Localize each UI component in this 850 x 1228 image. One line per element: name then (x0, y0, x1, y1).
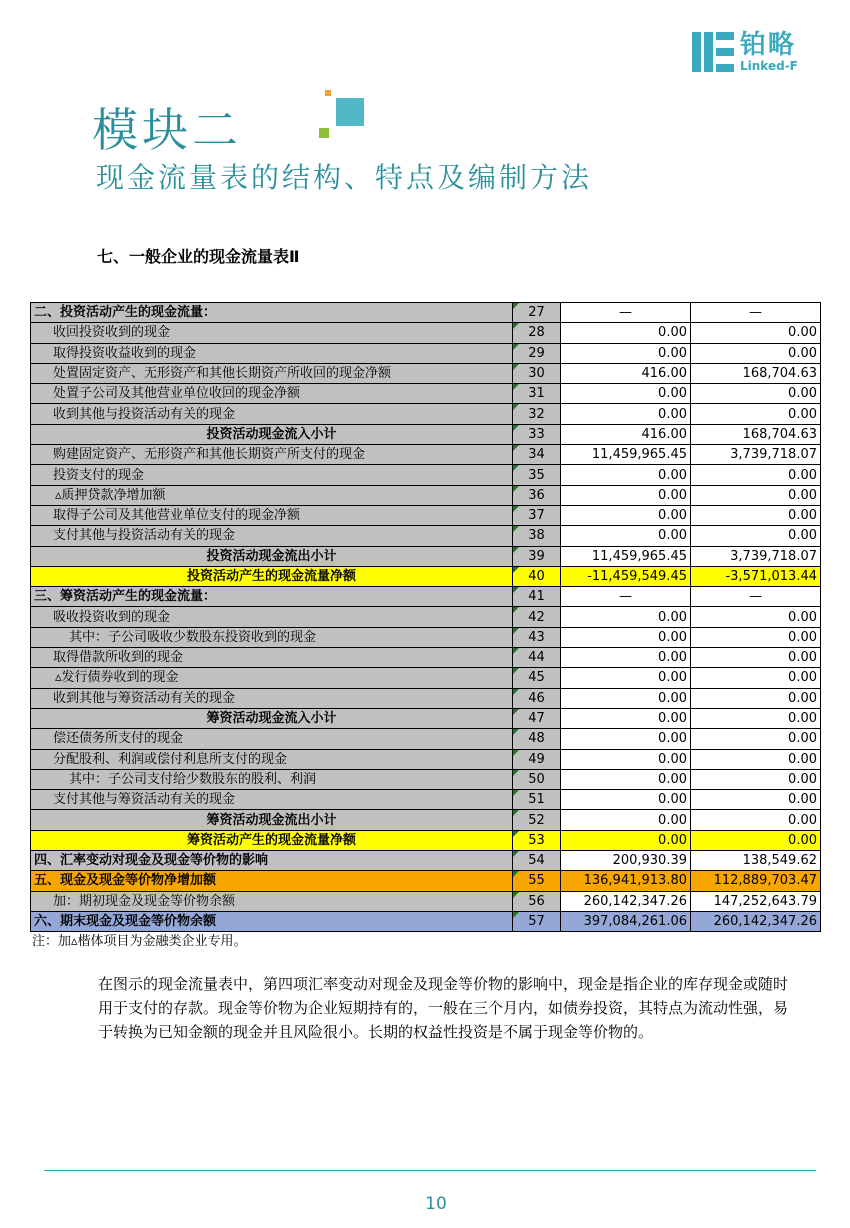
table-row (31, 384, 821, 404)
current-period-value: 0.00 (561, 485, 691, 505)
cash-flow-table (30, 302, 821, 932)
prior-period-value: 3,739,718.07 (691, 445, 821, 465)
row-label: 筹资活动现金流入小计 (31, 708, 513, 728)
current-period-value: 0.00 (561, 323, 691, 343)
row-label: 收到其他与投资活动有关的现金 (31, 404, 513, 424)
current-period-value: 0.00 (561, 505, 691, 525)
current-period-value: — (561, 587, 691, 607)
row-label: 其中：子公司支付给少数股东的股利、利润 (31, 769, 513, 789)
prior-period-value: -3,571,013.44 (691, 566, 821, 586)
row-number: 43 (513, 627, 561, 647)
table-row (31, 587, 821, 607)
prior-period-value: 0.00 (691, 810, 821, 830)
current-period-value: 416.00 (561, 363, 691, 383)
current-period-value: — (561, 303, 691, 323)
table-row (31, 363, 821, 383)
current-period-value: 136,941,913.80 (561, 871, 691, 891)
prior-period-value: 0.00 (691, 729, 821, 749)
prior-period-value: 260,142,347.26 (691, 911, 821, 931)
footer-divider (44, 1170, 816, 1171)
prior-period-value: 112,889,703.47 (691, 871, 821, 891)
section-heading: 七、一般企业的现金流量表Ⅱ (97, 247, 300, 266)
table-row (31, 749, 821, 769)
table-row (31, 911, 821, 931)
table-row (31, 810, 821, 830)
table-row (31, 546, 821, 566)
prior-period-value: 0.00 (691, 505, 821, 525)
table-row (31, 790, 821, 810)
table-row (31, 708, 821, 728)
row-label: 六、期末现金及现金等价物余额 (31, 911, 513, 931)
current-period-value: -11,459,549.45 (561, 566, 691, 586)
current-period-value: 200,930.39 (561, 851, 691, 871)
current-period-value: 0.00 (561, 607, 691, 627)
table-row (31, 566, 821, 586)
current-period-value: 0.00 (561, 668, 691, 688)
table-row (31, 445, 821, 465)
table-row (31, 505, 821, 525)
prior-period-value: 0.00 (691, 323, 821, 343)
row-label: 投资活动现金流出小计 (31, 546, 513, 566)
current-period-value: 0.00 (561, 810, 691, 830)
prior-period-value: 0.00 (691, 526, 821, 546)
row-label: 分配股利、利润或偿付利息所支付的现金 (31, 749, 513, 769)
table-row (31, 526, 821, 546)
row-number: 47 (513, 708, 561, 728)
prior-period-value: 168,704.63 (691, 363, 821, 383)
explanation-paragraph: 在图示的现金流量表中，第四项汇率变动对现金及现金等价物的影响中，现金是指企业的库存现金或随时用于支付的存款。现金等价物为企业短期持有的，一般在三个月内，如债券投资，其特点为流动性强，易于转换为已知金额的现金并且风险很小。长期的权益性投资是不属于现金等价物的。 (98, 975, 789, 1041)
current-period-value: 397,084,261.06 (561, 911, 691, 931)
row-number: 49 (513, 749, 561, 769)
table-row (31, 627, 821, 647)
row-number: 52 (513, 810, 561, 830)
prior-period-value: 0.00 (691, 607, 821, 627)
module-subtitle: 现金流量表的结构、特点及编制方法 (96, 161, 593, 194)
current-period-value: 416.00 (561, 424, 691, 444)
row-label: 二、投资活动产生的现金流量： (31, 303, 513, 323)
prior-period-value: 0.00 (691, 688, 821, 708)
decorative-squares-icon (316, 90, 366, 142)
prior-period-value: 3,739,718.07 (691, 546, 821, 566)
row-label: 筹资活动产生的现金流量净额 (31, 830, 513, 850)
page-number: 10 (425, 1194, 447, 1214)
row-label: 五、现金及现金等价物净增加额 (31, 871, 513, 891)
table-row (31, 485, 821, 505)
row-label: 吸收投资收到的现金 (31, 607, 513, 627)
row-number: 38 (513, 526, 561, 546)
row-number: 35 (513, 465, 561, 485)
row-number: 51 (513, 790, 561, 810)
row-number: 57 (513, 911, 561, 931)
prior-period-value: 0.00 (691, 708, 821, 728)
row-number: 50 (513, 769, 561, 789)
prior-period-value: 0.00 (691, 343, 821, 363)
row-number: 28 (513, 323, 561, 343)
row-number: 56 (513, 891, 561, 911)
current-period-value: 0.00 (561, 384, 691, 404)
row-number: 44 (513, 648, 561, 668)
current-period-value: 0.00 (561, 465, 691, 485)
prior-period-value: 0.00 (691, 485, 821, 505)
table-row (31, 404, 821, 424)
current-period-value: 0.00 (561, 526, 691, 546)
current-period-value: 0.00 (561, 627, 691, 647)
prior-period-value: — (691, 587, 821, 607)
row-number: 46 (513, 688, 561, 708)
brand-name: 铂略 (740, 30, 797, 60)
row-label: 投资支付的现金 (31, 465, 513, 485)
prior-period-value: 0.00 (691, 790, 821, 810)
table-row (31, 465, 821, 485)
row-number: 37 (513, 505, 561, 525)
prior-period-value: 0.00 (691, 404, 821, 424)
table-row (31, 343, 821, 363)
prior-period-value: 138,549.62 (691, 851, 821, 871)
row-label: 投资活动产生的现金流量净额 (31, 566, 513, 586)
current-period-value: 11,459,965.45 (561, 546, 691, 566)
row-number: 40 (513, 566, 561, 586)
current-period-value: 0.00 (561, 708, 691, 728)
table-row (31, 729, 821, 749)
prior-period-value: 0.00 (691, 668, 821, 688)
current-period-value: 0.00 (561, 790, 691, 810)
prior-period-value: 0.00 (691, 749, 821, 769)
prior-period-value: 0.00 (691, 830, 821, 850)
row-label: 其中：子公司吸收少数股东投资收到的现金 (31, 627, 513, 647)
row-label: ▵质押贷款净增加额 (31, 485, 513, 505)
row-number: 33 (513, 424, 561, 444)
module-title: 模块二 (92, 103, 242, 157)
current-period-value: 0.00 (561, 830, 691, 850)
row-label: 投资活动现金流入小计 (31, 424, 513, 444)
row-label: ▵发行债券收到的现金 (31, 668, 513, 688)
row-number: 39 (513, 546, 561, 566)
table-row (31, 688, 821, 708)
prior-period-value: 0.00 (691, 648, 821, 668)
cash-flow-table-body (31, 303, 821, 932)
prior-period-value: 0.00 (691, 627, 821, 647)
row-number: 54 (513, 851, 561, 871)
current-period-value: 0.00 (561, 769, 691, 789)
row-number: 34 (513, 445, 561, 465)
table-row (31, 668, 821, 688)
current-period-value: 0.00 (561, 688, 691, 708)
prior-period-value: 0.00 (691, 769, 821, 789)
row-label: 取得子公司及其他营业单位支付的现金净额 (31, 505, 513, 525)
row-number: 32 (513, 404, 561, 424)
prior-period-value: 0.00 (691, 384, 821, 404)
table-row (31, 851, 821, 871)
brand-subname: Linked-F (740, 59, 798, 73)
current-period-value: 11,459,965.45 (561, 445, 691, 465)
row-label: 取得投资收益收到的现金 (31, 343, 513, 363)
row-label: 三、筹资活动产生的现金流量： (31, 587, 513, 607)
row-label: 收回投资收到的现金 (31, 323, 513, 343)
current-period-value: 0.00 (561, 648, 691, 668)
current-period-value: 0.00 (561, 343, 691, 363)
row-label: 处置子公司及其他营业单位收回的现金净额 (31, 384, 513, 404)
table-row (31, 607, 821, 627)
row-number: 48 (513, 729, 561, 749)
row-label: 加：期初现金及现金等价物余额 (31, 891, 513, 911)
table-row (31, 891, 821, 911)
current-period-value: 0.00 (561, 404, 691, 424)
row-number: 41 (513, 587, 561, 607)
row-label: 收到其他与筹资活动有关的现金 (31, 688, 513, 708)
row-number: 29 (513, 343, 561, 363)
row-label: 取得借款所收到的现金 (31, 648, 513, 668)
row-number: 55 (513, 871, 561, 891)
brand-logo-icon (692, 32, 734, 72)
row-number: 42 (513, 607, 561, 627)
table-note: 注：加▵楷体项目为金融类企业专用。 (32, 934, 247, 949)
row-number: 36 (513, 485, 561, 505)
prior-period-value: 147,252,643.79 (691, 891, 821, 911)
table-row (31, 871, 821, 891)
row-number: 31 (513, 384, 561, 404)
current-period-value: 0.00 (561, 729, 691, 749)
row-label: 购建固定资产、无形资产和其他长期资产所支付的现金 (31, 445, 513, 465)
row-number: 45 (513, 668, 561, 688)
current-period-value: 260,142,347.26 (561, 891, 691, 911)
brand-logo (692, 30, 812, 74)
table-row (31, 424, 821, 444)
table-row (31, 648, 821, 668)
current-period-value: 0.00 (561, 749, 691, 769)
row-number: 53 (513, 830, 561, 850)
prior-period-value: 0.00 (691, 465, 821, 485)
row-label: 支付其他与投资活动有关的现金 (31, 526, 513, 546)
table-row (31, 303, 821, 323)
table-row (31, 769, 821, 789)
table-row (31, 323, 821, 343)
prior-period-value: 168,704.63 (691, 424, 821, 444)
row-number: 30 (513, 363, 561, 383)
row-label: 支付其他与筹资活动有关的现金 (31, 790, 513, 810)
row-label: 筹资活动现金流出小计 (31, 810, 513, 830)
row-label: 偿还债务所支付的现金 (31, 729, 513, 749)
row-number: 27 (513, 303, 561, 323)
row-label: 处置固定资产、无形资产和其他长期资产所收回的现金净额 (31, 363, 513, 383)
row-label: 四、汇率变动对现金及现金等价物的影响 (31, 851, 513, 871)
table-row (31, 830, 821, 850)
prior-period-value: — (691, 303, 821, 323)
